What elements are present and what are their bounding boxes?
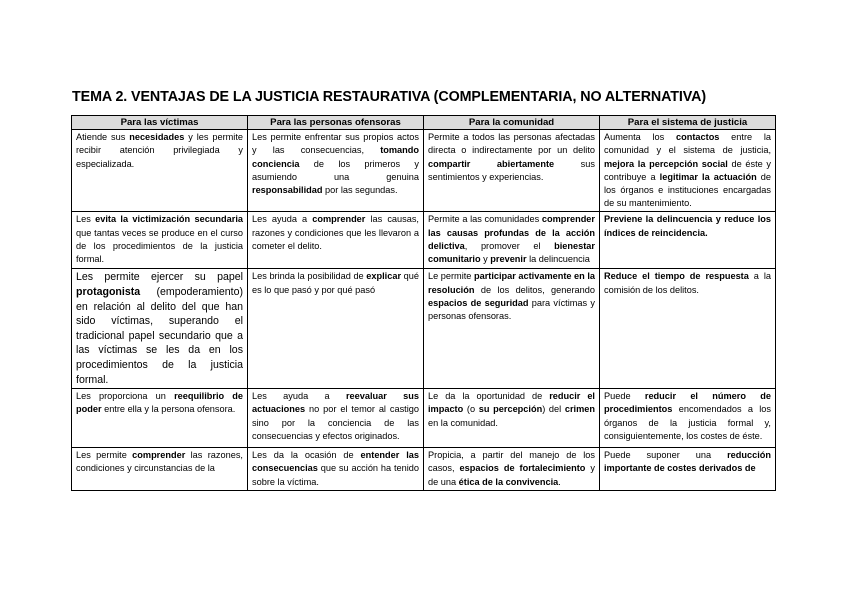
bold-text: comprender (132, 450, 186, 461)
bold-text: comprender las causas profundas de la acción delictiva (428, 214, 595, 251)
table-cell-community (424, 448, 600, 491)
text: Les permite (76, 450, 133, 461)
bold-text: legitimar la actuación (659, 171, 757, 182)
text: entre la comunidad y el sistema de justicia, (604, 132, 772, 156)
text: Le da la oportunidad de (428, 391, 550, 402)
text: sus sentimientos y experiencias. (428, 158, 595, 182)
table-row (72, 389, 776, 448)
table-cell-victims (72, 130, 248, 212)
bold-text: contactos (676, 132, 720, 143)
column-header-victims: Para las víctimas (72, 116, 248, 130)
table-cell-community (424, 389, 600, 448)
bold-text: espacios de seguridad (428, 297, 529, 308)
table-cell-victims (72, 448, 248, 491)
bold-text: responsabilidad (252, 185, 323, 196)
text: por las segundas. (322, 185, 398, 196)
table-cell-offenders (248, 212, 424, 269)
text: Permite a todos las personas afectadas directa o indirectamente por un delito (428, 132, 595, 156)
bold-text: tomando conciencia (252, 145, 419, 169)
text: (empoderamiento) en relación al delito del que han sido víctimas, superando el tradicional papel secundario que a las víctimas se les da en los procedimientos de la justicia formal. (76, 286, 243, 386)
text: Puede suponer una (604, 450, 728, 461)
table-cell-community (424, 130, 600, 212)
column-header-justice-system: Para el sistema de justicia (600, 116, 776, 130)
text: Propicia, a partir del manejo de los casos, (428, 450, 595, 474)
bold-text: participar activamente en la resolución (428, 271, 595, 295)
bold-text: reducir el impacto (428, 391, 595, 415)
bold-text: crimen (564, 404, 595, 415)
text: en la comunidad. (428, 417, 498, 428)
text: no por el temor al castigo sino por la conciencia de las consecuencias y efectos originados. (252, 404, 419, 441)
text: Puede (604, 391, 645, 402)
text: . (558, 476, 561, 487)
table-row (72, 212, 776, 269)
bold-text: mejora la percepción social (604, 158, 728, 169)
text: Les da la ocasión de (252, 450, 361, 461)
text: de los primeros y asumiendo una genuina (252, 158, 419, 182)
table-cell-justice-system (600, 389, 776, 448)
text: Les ayuda a (252, 214, 313, 225)
table-cell-offenders (248, 269, 424, 389)
text: de los órganos e instituciones encargadas de su mantenimiento. (604, 171, 771, 209)
text: encomendados a los órganos de la justicia formal y, consiguientemente, los costes de éste. (604, 404, 771, 441)
table-cell-victims (72, 389, 248, 448)
bold-text: necesidades (129, 132, 185, 143)
table-cell-victims (72, 212, 248, 269)
column-header-community: Para la comunidad (424, 116, 600, 130)
text: Les permite ejercer su papel (76, 271, 243, 284)
bold-text: comprender (312, 214, 366, 225)
text: y les permite recibir atención privilegiada y especializada. (76, 132, 243, 169)
bold-text: prevenir (490, 254, 527, 265)
text: que su acción ha tenido sobre la víctima. (252, 463, 419, 487)
table-cell-justice-system (600, 269, 776, 389)
text: , promover el (464, 240, 555, 251)
text: y de una (428, 463, 595, 487)
table-cell-community (424, 212, 600, 269)
text: de éste y contribuye a (604, 158, 772, 182)
table-cell-community (424, 269, 600, 389)
table-cell-offenders (248, 389, 424, 448)
bold-text: Reduce el tiempo de respuesta (604, 271, 749, 282)
text: Les ayuda a (252, 391, 346, 402)
bold-text: explicar (366, 271, 402, 282)
bold-text: bienestar comunitario (428, 240, 595, 265)
text: a la comisión de los delitos. (604, 271, 771, 295)
table-row (72, 448, 776, 491)
text: Aumenta los (604, 132, 677, 143)
table-cell-offenders (248, 130, 424, 212)
table-row (72, 130, 776, 212)
bold-text: su percepción (478, 404, 543, 415)
table-cell-justice-system (600, 212, 776, 269)
table-cell-justice-system (600, 448, 776, 491)
table-row (72, 269, 776, 389)
text: para víctimas y personas ofensoras. (428, 297, 595, 322)
bold-text: protagonista (76, 286, 141, 299)
bold-text: reducción importante de costes derivados de (604, 450, 771, 474)
bold-text: reevaluar sus actuaciones (252, 391, 419, 415)
text: ) del (542, 404, 565, 415)
text: Le permite (428, 271, 474, 282)
bold-text: espacios de fortalecimiento (459, 463, 586, 474)
text: Atiende sus (76, 132, 130, 143)
bold-text: entender las consecuencias (252, 450, 419, 474)
bold-text: evita la victimización secundaria (95, 214, 243, 225)
text: Les permite enfrentar sus propios actos y las consecuencias, (252, 132, 419, 156)
text: Les brinda la posibilidad de (252, 271, 367, 282)
page-title: TEMA 2. VENTAJAS DE LA JUSTICIA RESTAURATIVA (COMPLEMENTARIA, NO ALTERNATIVA) (72, 89, 707, 105)
text: de los delitos, generando (474, 284, 595, 295)
bold-text: Previene la delincuencia y reduce los índices de reincidencia. (604, 214, 771, 238)
table-cell-offenders (248, 448, 424, 491)
table-cell-justice-system (600, 130, 776, 212)
text: Les proporciona un (76, 391, 175, 402)
text: la delincuencia (526, 254, 590, 265)
bold-text: reducir el número de procedimientos (604, 391, 771, 415)
table-cell-victims (72, 269, 248, 389)
bold-text: reequilibrio de poder (76, 391, 243, 415)
text: y (480, 254, 491, 265)
text: Permite a las comunidades (428, 214, 542, 225)
bold-text: ética de la convivencia (458, 476, 559, 487)
text: (o (463, 404, 479, 415)
text: entre ella y la persona ofensora. (101, 404, 236, 415)
text: qué es lo que pasó y por qué pasó (252, 271, 419, 295)
column-header-offenders: Para las personas ofensoras (248, 116, 424, 130)
text: las razones, condiciones y circunstancias de la (76, 450, 243, 474)
text: las causas, razones y condiciones que les llevaron a cometer el delito. (252, 214, 419, 251)
text: Les (76, 214, 96, 225)
advantages-table (71, 115, 776, 491)
bold-text: compartir abiertamente (428, 158, 555, 169)
table-header-row (72, 116, 776, 130)
text: que tantas veces se produce en el curso de los procedimientos de la justicia formal. (76, 227, 243, 265)
